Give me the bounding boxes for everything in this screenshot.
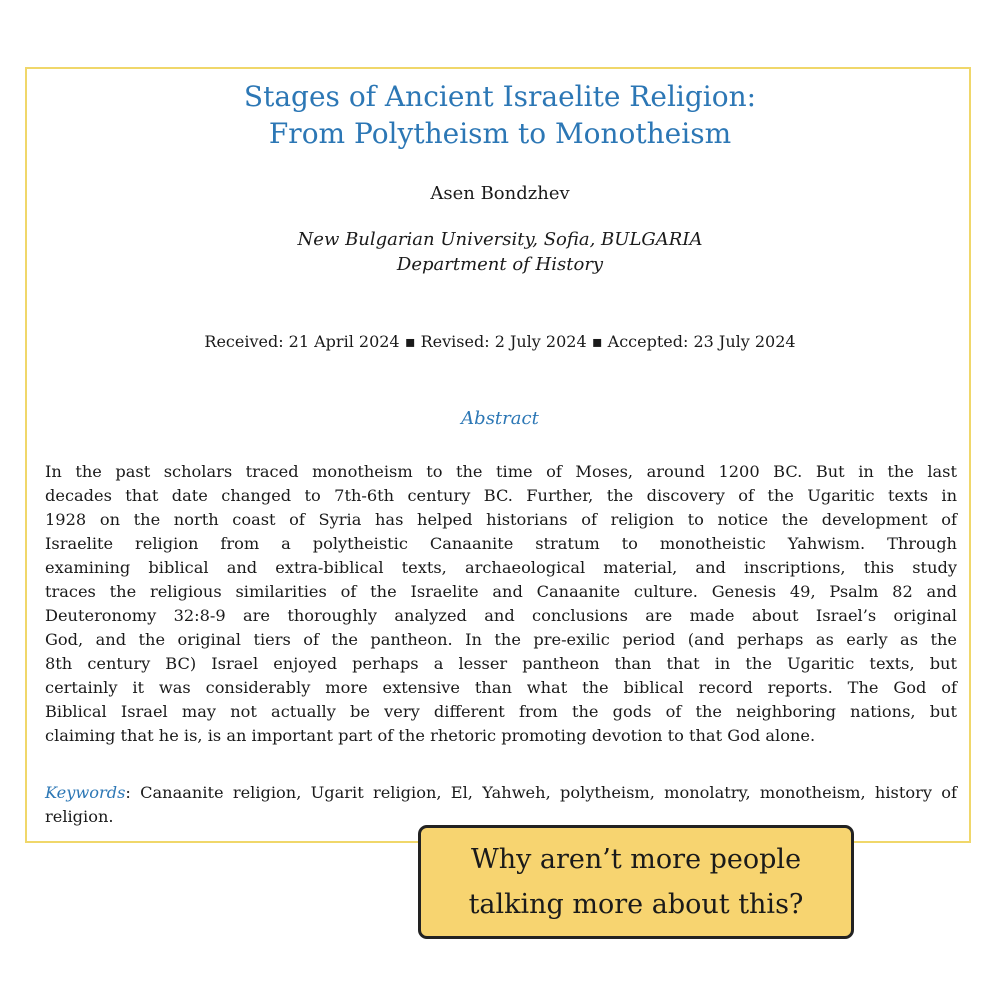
abstract-body (45, 460, 957, 748)
abstract-line: certainly it was considerably more extensive than what the biblical record reports. The God of (45, 678, 957, 697)
abstract-line: In the past scholars traced monotheism to the time of Moses, around 1200 BC. But in the last (45, 462, 957, 481)
keywords-list: : Canaanite religion, Ugarit religion, El, Yahweh, polytheism, monolatry, monotheism, history of religion. (45, 783, 957, 826)
abstract-line: examining biblical and extra-biblical texts, archaeological material, and inscriptions, this study (45, 558, 957, 577)
callout-box (418, 825, 854, 939)
abstract-line: traces the religious similarities of the Israelite and Canaanite culture. Genesis 49, Psalm 82 and (45, 582, 957, 601)
author-name: Asen Bondzhev (430, 183, 570, 204)
abstract-line: claiming that he is, is an important part of the rhetoric promoting devotion to that God alone. (45, 726, 816, 745)
abstract-line: God, and the original tiers of the pantheon. In the pre-exilic period (and perhaps as early as the (45, 630, 957, 649)
callout-line-2: talking more about this? (468, 889, 804, 920)
abstract-line: Israelite religion from a polytheistic Canaanite stratum to monotheistic Yahwism. Through (45, 534, 957, 553)
keywords-label: Keywords (45, 783, 126, 802)
callout-line-1: Why aren’t more people (470, 844, 802, 875)
abstract-line: 8th century BC) Israel enjoyed perhaps a lesser pantheon than that in the Ugaritic texts, but (45, 654, 957, 673)
abstract-line: 1928 on the north coast of Syria has helped historians of religion to notice the development of (45, 510, 957, 529)
affiliation-university: New Bulgarian University, Sofia, BULGARIA (297, 229, 703, 250)
affiliation (0, 227, 1000, 277)
abstract-heading: Abstract (461, 408, 539, 429)
affiliation-department: Department of History (396, 254, 604, 275)
abstract-line: decades that date changed to 7th-6th century BC. Further, the discovery of the Ugaritic texts in (45, 486, 957, 505)
abstract-line: Deuteronomy 32:8-9 are thoroughly analyzed and conclusions are made about Israel’s original (45, 606, 957, 625)
keywords (45, 781, 957, 829)
title-line-2: From Polytheism to Monotheism (268, 117, 732, 150)
publication-dates: Received: 21 April 2024 ▪ Revised: 2 July 2024 ▪ Accepted: 23 July 2024 (204, 332, 796, 351)
paper-title (0, 78, 1000, 152)
title-line-1: Stages of Ancient Israelite Religion: (243, 80, 757, 113)
abstract-line: Biblical Israel may not actually be very different from the gods of the neighboring nations, but (45, 702, 957, 721)
